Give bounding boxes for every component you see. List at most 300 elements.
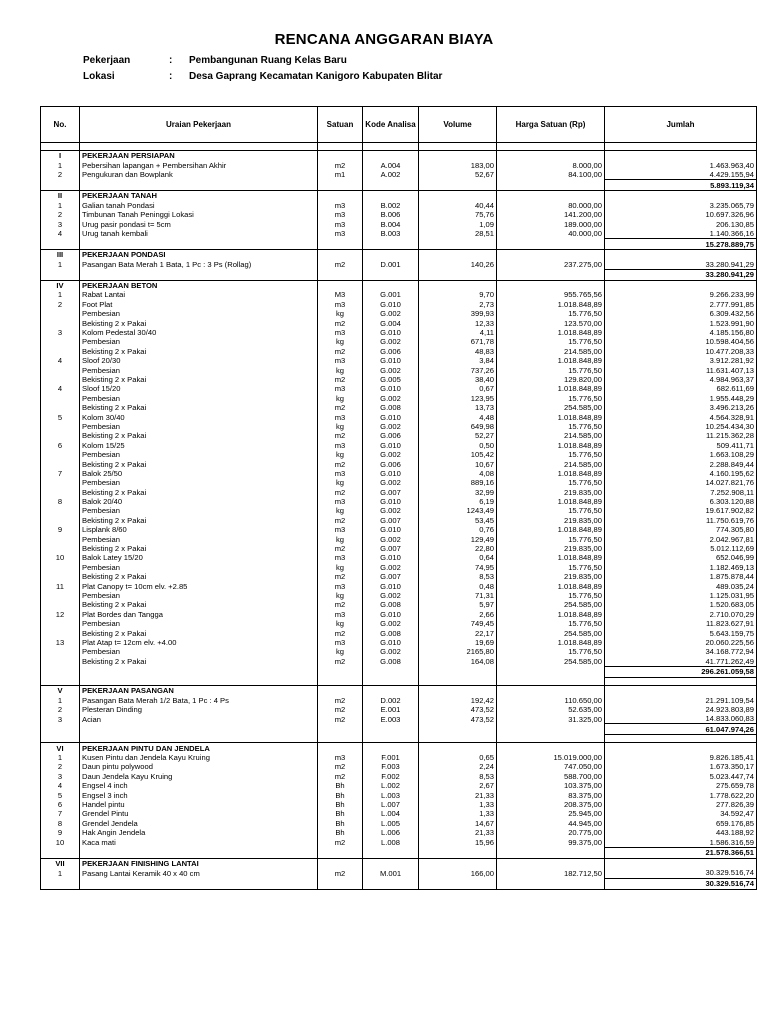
section-row [41, 151, 757, 161]
table-row [41, 610, 757, 619]
table-row [41, 497, 757, 506]
row-volume: 22,80 [419, 544, 497, 553]
row-uraian: Pasangan Bata Merah 1 Bata, 1 Pc : 3 Ps (Rollag) [80, 260, 318, 270]
row-harga-satuan: 25.945,00 [497, 809, 605, 818]
row-volume: 749,45 [419, 619, 497, 628]
row-jumlah: 4.564.328,91 [605, 412, 757, 421]
row-jumlah [605, 191, 757, 201]
spacer-row [41, 677, 757, 685]
row-kode-analisa: G.010 [363, 497, 419, 506]
row-uraian: Urug tanah kembali [80, 229, 318, 239]
row-uraian: Pembesian [80, 619, 318, 628]
table-row [41, 403, 757, 412]
row-number [41, 506, 80, 515]
subtotal-row [41, 239, 757, 250]
row-volume: 2,66 [419, 610, 497, 619]
row-harga-satuan: 1.018.848,89 [497, 610, 605, 619]
row-kode-analisa: G.006 [363, 431, 419, 440]
row-satuan: kg [318, 422, 363, 431]
row-satuan: m2 [318, 459, 363, 468]
row-satuan: kg [318, 563, 363, 572]
row-satuan: m3 [318, 638, 363, 647]
row-satuan: Bh [318, 781, 363, 790]
row-uraian: Bekisting 2 x Pakai [80, 544, 318, 553]
row-volume [419, 269, 497, 280]
row-jumlah: 21.291.109,54 [605, 695, 757, 704]
meta-label: Lokasi [83, 71, 115, 82]
row-jumlah: 2.042.967,81 [605, 534, 757, 543]
row-volume: 48,83 [419, 347, 497, 356]
row-volume: 399,93 [419, 309, 497, 318]
table-row [41, 422, 757, 431]
row-jumlah: 652.046,99 [605, 553, 757, 562]
row-jumlah: 5.023.447,74 [605, 772, 757, 781]
row-volume: 0,50 [419, 441, 497, 450]
row-number [41, 878, 80, 889]
row-kode-analisa: A.002 [363, 170, 419, 180]
row-number [41, 143, 80, 151]
row-uraian [80, 143, 318, 151]
row-kode-analisa: G.007 [363, 488, 419, 497]
row-kode-analisa [363, 191, 419, 201]
row-number: III [41, 250, 80, 260]
row-number: 3 [41, 328, 80, 337]
row-number: 3 [41, 772, 80, 781]
row-number [41, 724, 80, 735]
spacer-row [41, 735, 757, 743]
row-harga-satuan [497, 239, 605, 250]
row-satuan: m3 [318, 412, 363, 421]
table-row [41, 553, 757, 562]
row-satuan: m2 [318, 260, 363, 270]
row-number [41, 657, 80, 667]
row-harga-satuan: 182.712,50 [497, 868, 605, 878]
row-kode-analisa [363, 269, 419, 280]
row-number [41, 403, 80, 412]
row-uraian: Bekisting 2 x Pakai [80, 516, 318, 525]
row-harga-satuan [497, 280, 605, 290]
row-jumlah: 19.617.902,82 [605, 506, 757, 515]
row-harga-satuan [497, 847, 605, 858]
table-row [41, 534, 757, 543]
row-uraian [80, 269, 318, 280]
table-row [41, 647, 757, 656]
row-volume: 0,76 [419, 525, 497, 534]
table-row [41, 290, 757, 299]
row-number [41, 459, 80, 468]
table-header-row [41, 107, 757, 143]
table-row [41, 347, 757, 356]
row-kode-analisa: G.002 [363, 534, 419, 543]
row-jumlah: 9.266.233,99 [605, 290, 757, 299]
row-satuan: m2 [318, 403, 363, 412]
table-row [41, 394, 757, 403]
row-harga-satuan: 129.820,00 [497, 375, 605, 384]
row-satuan: M3 [318, 290, 363, 299]
row-uraian: Plat Bordes dan Tangga [80, 610, 318, 619]
row-satuan: m2 [318, 516, 363, 525]
row-harga-satuan: 84.100,00 [497, 170, 605, 180]
row-kode-analisa: G.010 [363, 384, 419, 393]
row-volume [419, 280, 497, 290]
row-harga-satuan: 44.945,00 [497, 819, 605, 828]
row-volume: 74,95 [419, 563, 497, 572]
row-uraian [80, 724, 318, 735]
row-harga-satuan [497, 151, 605, 161]
row-number: VI [41, 743, 80, 753]
row-jumlah: 4.185.156,80 [605, 328, 757, 337]
table-row [41, 657, 757, 667]
table-row [41, 170, 757, 180]
row-harga-satuan: 1.018.848,89 [497, 412, 605, 421]
row-jumlah [605, 743, 757, 753]
row-jumlah: 1.673.350,17 [605, 762, 757, 771]
row-satuan [318, 180, 363, 191]
row-kode-analisa: L.008 [363, 837, 419, 847]
row-volume [419, 677, 497, 685]
row-uraian: Pasangan Bata Merah 1/2 Bata, 1 Pc : 4 Ps [80, 695, 318, 704]
row-volume [419, 858, 497, 868]
row-harga-satuan [497, 191, 605, 201]
row-jumlah: 489.035,24 [605, 581, 757, 590]
row-satuan: kg [318, 309, 363, 318]
row-kode-analisa: G.010 [363, 553, 419, 562]
row-number [41, 394, 80, 403]
row-uraian: Plat Atap t= 12cm elv. +4.00 [80, 638, 318, 647]
row-number: 2 [41, 210, 80, 219]
row-harga-satuan: 219.835,00 [497, 488, 605, 497]
table-row [41, 790, 757, 799]
row-uraian: Bekisting 2 x Pakai [80, 318, 318, 327]
header-volume: Volume [419, 107, 497, 143]
row-satuan: m2 [318, 868, 363, 878]
row-number: 9 [41, 828, 80, 837]
row-harga-satuan [497, 878, 605, 889]
row-kode-analisa: G.002 [363, 365, 419, 374]
row-kode-analisa: B.002 [363, 201, 419, 210]
row-uraian: Foot Plat [80, 300, 318, 309]
row-satuan: m3 [318, 356, 363, 365]
row-harga-satuan: 1.018.848,89 [497, 469, 605, 478]
row-volume: 649,98 [419, 422, 497, 431]
table-row [41, 365, 757, 374]
row-volume: 19,69 [419, 638, 497, 647]
row-jumlah: 2.288.849,44 [605, 459, 757, 468]
row-kode-analisa [363, 280, 419, 290]
row-jumlah [605, 735, 757, 743]
budget-table [40, 106, 757, 890]
row-jumlah: 4.160.195,62 [605, 469, 757, 478]
row-satuan [318, 280, 363, 290]
row-volume: 8,53 [419, 772, 497, 781]
row-number [41, 431, 80, 440]
meta-pekerjaan [83, 55, 347, 66]
row-volume: 1,33 [419, 809, 497, 818]
row-uraian: Lisplank 8/60 [80, 525, 318, 534]
row-uraian [80, 180, 318, 191]
row-volume: 0,67 [419, 384, 497, 393]
row-volume [419, 180, 497, 191]
table-row [41, 628, 757, 637]
row-uraian: PEKERJAAN PONDASI [80, 250, 318, 260]
row-number: 1 [41, 868, 80, 878]
row-jumlah: 1.140.366,16 [605, 229, 757, 239]
row-volume: 166,00 [419, 868, 497, 878]
meta-value: Desa Gaprang Kecamatan Kanigoro Kabupaten Blitar [189, 71, 443, 82]
table-row [41, 469, 757, 478]
header-kode-analisa: Kode Analisa [363, 107, 419, 143]
row-kode-analisa [363, 151, 419, 161]
row-number [41, 180, 80, 191]
table-row [41, 210, 757, 219]
row-volume: 40,44 [419, 201, 497, 210]
row-satuan: m2 [318, 431, 363, 440]
section-row [41, 250, 757, 260]
table-row [41, 412, 757, 421]
row-harga-satuan: 15.776,50 [497, 591, 605, 600]
row-jumlah: 1.523.991,90 [605, 318, 757, 327]
row-kode-analisa: L.007 [363, 800, 419, 809]
row-kode-analisa: G.007 [363, 516, 419, 525]
row-uraian: Bekisting 2 x Pakai [80, 600, 318, 609]
meta-colon: : [169, 55, 173, 66]
table-row [41, 868, 757, 878]
row-volume [419, 735, 497, 743]
row-uraian: Engsel 3 inch [80, 790, 318, 799]
row-jumlah: 5.893.119,34 [605, 180, 757, 191]
row-uraian: Bekisting 2 x Pakai [80, 403, 318, 412]
row-harga-satuan: 1.018.848,89 [497, 553, 605, 562]
section-row [41, 743, 757, 753]
row-number: 12 [41, 610, 80, 619]
row-uraian: PEKERJAAN TANAH [80, 191, 318, 201]
row-harga-satuan: 15.776,50 [497, 506, 605, 515]
row-kode-analisa: G.002 [363, 422, 419, 431]
row-kode-analisa: G.002 [363, 337, 419, 346]
table-row [41, 450, 757, 459]
row-uraian: Pasang Lantai Keramik 40 x 40 cm [80, 868, 318, 878]
row-volume: 0,48 [419, 581, 497, 590]
row-kode-analisa: G.005 [363, 375, 419, 384]
row-number: VII [41, 858, 80, 868]
row-volume: 1243,49 [419, 506, 497, 515]
meta-lokasi [83, 71, 442, 82]
row-number [41, 239, 80, 250]
row-uraian: Grendel Pintu [80, 809, 318, 818]
row-number: 13 [41, 638, 80, 647]
row-volume: 12,33 [419, 318, 497, 327]
row-jumlah: 9.826.185,41 [605, 753, 757, 762]
row-satuan: Bh [318, 790, 363, 799]
row-kode-analisa: B.006 [363, 210, 419, 219]
row-uraian: PEKERJAAN PINTU DAN JENDELA [80, 743, 318, 753]
table-body [41, 143, 757, 890]
row-harga-satuan: 254.585,00 [497, 600, 605, 609]
row-number [41, 347, 80, 356]
row-kode-analisa: D.002 [363, 695, 419, 704]
table-row [41, 260, 757, 270]
row-jumlah: 659.176,85 [605, 819, 757, 828]
row-volume: 10,67 [419, 459, 497, 468]
row-satuan [318, 191, 363, 201]
row-kode-analisa: G.010 [363, 610, 419, 619]
row-uraian: Rabat Lantai [80, 290, 318, 299]
row-jumlah: 277.826,39 [605, 800, 757, 809]
row-number [41, 450, 80, 459]
row-number: 6 [41, 441, 80, 450]
row-jumlah: 3.912.281,92 [605, 356, 757, 365]
row-jumlah: 6.303.120,88 [605, 497, 757, 506]
row-harga-satuan: 103.375,00 [497, 781, 605, 790]
row-number [41, 619, 80, 628]
row-jumlah: 33.280.941,29 [605, 269, 757, 280]
meta-colon: : [169, 71, 173, 82]
row-kode-analisa: G.002 [363, 309, 419, 318]
row-volume: 2165,80 [419, 647, 497, 656]
row-number: 2 [41, 170, 80, 180]
row-volume: 192,42 [419, 695, 497, 704]
row-harga-satuan: 254.585,00 [497, 657, 605, 667]
row-kode-analisa: L.002 [363, 781, 419, 790]
table-row [41, 800, 757, 809]
row-number [41, 478, 80, 487]
row-satuan: m2 [318, 375, 363, 384]
row-uraian: Pembesian [80, 534, 318, 543]
row-uraian: Bekisting 2 x Pakai [80, 488, 318, 497]
row-kode-analisa: F.002 [363, 772, 419, 781]
row-jumlah: 14.027.821,76 [605, 478, 757, 487]
row-volume: 105,42 [419, 450, 497, 459]
row-satuan [318, 685, 363, 695]
row-volume: 0,64 [419, 553, 497, 562]
header-jumlah: Jumlah [605, 107, 757, 143]
row-jumlah: 30.329.516,74 [605, 868, 757, 878]
row-satuan: m1 [318, 170, 363, 180]
table-row [41, 441, 757, 450]
row-number: 8 [41, 497, 80, 506]
row-kode-analisa [363, 858, 419, 868]
table-row [41, 516, 757, 525]
row-uraian [80, 878, 318, 889]
row-jumlah [605, 151, 757, 161]
row-harga-satuan [497, 858, 605, 868]
row-harga-satuan: 15.776,50 [497, 309, 605, 318]
row-uraian: Sloof 15/20 [80, 384, 318, 393]
row-jumlah: 20.060.225,56 [605, 638, 757, 647]
row-kode-analisa: L.005 [363, 819, 419, 828]
row-kode-analisa: G.002 [363, 450, 419, 459]
section-row [41, 191, 757, 201]
header-uraian: Uraian Pekerjaan [80, 107, 318, 143]
table-row [41, 201, 757, 210]
row-harga-satuan: 31.325,00 [497, 714, 605, 724]
row-satuan: m3 [318, 581, 363, 590]
row-number [41, 666, 80, 677]
row-uraian: Kaca mati [80, 837, 318, 847]
row-harga-satuan: 40.000,00 [497, 229, 605, 239]
row-number: 1 [41, 290, 80, 299]
row-satuan: Bh [318, 800, 363, 809]
row-harga-satuan: 214.585,00 [497, 459, 605, 468]
row-satuan: Bh [318, 828, 363, 837]
row-uraian: PEKERJAAN FINISHING LANTAI [80, 858, 318, 868]
row-uraian [80, 847, 318, 858]
row-uraian: Bekisting 2 x Pakai [80, 431, 318, 440]
row-number: 10 [41, 837, 80, 847]
row-satuan: kg [318, 619, 363, 628]
row-harga-satuan: 219.835,00 [497, 572, 605, 581]
row-kode-analisa [363, 847, 419, 858]
row-kode-analisa: G.010 [363, 638, 419, 647]
row-satuan: Bh [318, 819, 363, 828]
row-satuan [318, 269, 363, 280]
row-harga-satuan: 15.776,50 [497, 422, 605, 431]
row-number: V [41, 685, 80, 695]
row-volume: 473,52 [419, 705, 497, 714]
table-row [41, 229, 757, 239]
row-uraian: Bekisting 2 x Pakai [80, 375, 318, 384]
row-number: 1 [41, 201, 80, 210]
table-row [41, 591, 757, 600]
row-harga-satuan: 20.775,00 [497, 828, 605, 837]
row-volume: 75,76 [419, 210, 497, 219]
row-jumlah: 509.411,71 [605, 441, 757, 450]
row-volume [419, 143, 497, 151]
row-harga-satuan: 1.018.848,89 [497, 638, 605, 647]
row-jumlah: 11.750.619,76 [605, 516, 757, 525]
row-jumlah: 10.697.326,96 [605, 210, 757, 219]
row-uraian: Pembesian [80, 365, 318, 374]
row-number [41, 647, 80, 656]
row-harga-satuan: 99.375,00 [497, 837, 605, 847]
table-row [41, 563, 757, 572]
row-satuan: kg [318, 591, 363, 600]
row-satuan: kg [318, 337, 363, 346]
row-volume: 2,67 [419, 781, 497, 790]
row-harga-satuan [497, 666, 605, 677]
row-jumlah: 11.215.362,28 [605, 431, 757, 440]
row-jumlah: 61.047.974,26 [605, 724, 757, 735]
row-satuan: m2 [318, 318, 363, 327]
row-volume: 21,33 [419, 828, 497, 837]
row-number: 4 [41, 229, 80, 239]
row-kode-analisa: E.001 [363, 705, 419, 714]
row-kode-analisa: G.008 [363, 600, 419, 609]
row-kode-analisa [363, 685, 419, 695]
row-satuan [318, 724, 363, 735]
row-jumlah: 7.252.908,11 [605, 488, 757, 497]
row-harga-satuan: 52.635,00 [497, 705, 605, 714]
table-row [41, 714, 757, 724]
row-satuan: m2 [318, 695, 363, 704]
row-volume: 14,67 [419, 819, 497, 828]
row-kode-analisa: D.001 [363, 260, 419, 270]
row-number: 7 [41, 809, 80, 818]
row-kode-analisa: A.004 [363, 160, 419, 169]
row-jumlah: 1.520.683,05 [605, 600, 757, 609]
row-satuan [318, 250, 363, 260]
row-harga-satuan: 15.776,50 [497, 534, 605, 543]
row-volume: 32,99 [419, 488, 497, 497]
row-satuan: m3 [318, 525, 363, 534]
row-volume: 53,45 [419, 516, 497, 525]
row-jumlah: 21.578.366,51 [605, 847, 757, 858]
row-uraian: PEKERJAAN PASANGAN [80, 685, 318, 695]
table-row [41, 544, 757, 553]
table-row [41, 837, 757, 847]
row-kode-analisa: G.004 [363, 318, 419, 327]
row-satuan: m3 [318, 610, 363, 619]
